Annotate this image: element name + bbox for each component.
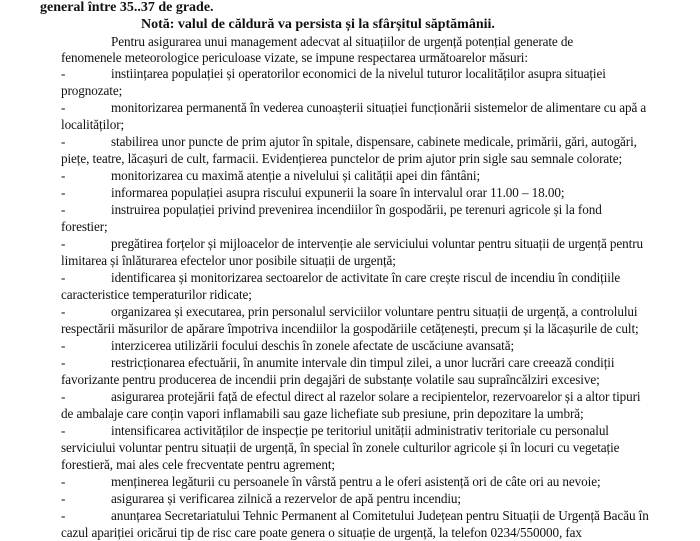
measure-item-line: de ambalaje care conțin vapori inflamabili sau gaze lichefiate sub presiune, prin depozitare la umbră; — [61, 406, 584, 421]
bullet-dash: - — [61, 491, 66, 506]
measure-item-line: localităților; — [61, 117, 125, 132]
measure-item-line: stabilirea unor puncte de prim ajutor în spitale, dispensare, cabinete medicale, primării, gări, autogări, — [111, 134, 637, 149]
intro-paragraph-line: Pentru asigurarea unui management adecvat al situațiilor de urgență potențial generate de — [111, 34, 574, 49]
bullet-dash: - — [61, 236, 66, 251]
bullet-dash: - — [61, 423, 66, 438]
intro-paragraph-line: fenomenele meteorologice periculoase vizate, se impune respectarea următoarelor măsuri: — [61, 50, 528, 65]
bullet-dash: - — [61, 100, 66, 115]
measure-item-line: intensificarea activităților de inspecție pe teritoriul unității administrativ teritoriale cu personalul — [111, 423, 609, 438]
measure-item-line: menținerea legăturii cu persoanele în vârstă pentru a le oferi asistență ori de câte ori au nevoie; — [111, 474, 601, 489]
measure-item-line: monitorizarea cu maximă atenție a nivelului și calității apei din fântâni; — [111, 168, 481, 183]
bullet-dash: - — [61, 474, 66, 489]
measure-item-line: identificarea și monitorizarea sectoarelor de activitate în care crește riscul de incendiu în condițiile — [111, 270, 621, 285]
bullet-dash: - — [61, 338, 66, 353]
measure-item-line: informarea populației asupra riscului expunerii la soare în intervalul orar 11.00 – 18.00; — [111, 185, 565, 200]
measure-item-line: asigurarea protejării față de efectul direct al razelor solare a recipientelor, rezervoarelor și a altor tipuri — [111, 389, 641, 404]
measure-item-line: limitarea și înlăturarea efectelor unor posibile situații de urgență; — [61, 253, 396, 268]
bullet-dash: - — [61, 270, 66, 285]
measure-item-line: restricționarea efectuării, în anumite intervale din timpul zilei, a unor lucrări care creează condiții — [111, 355, 615, 370]
bullet-dash: - — [61, 508, 66, 523]
measure-item-line: serviciului voluntar pentru situații de urgență, în special în zonele culturilor agricole și în locuri cu vegetație — [61, 440, 620, 455]
measure-item-line: anunțarea Secretariatului Tehnic Permanent al Comitetului Județean pentru Situații de Urgență Bacău în — [111, 508, 649, 523]
heading-temperature-line: general între 35..37 de grade. — [40, 0, 214, 15]
measure-item-line: respectării măsurilor de apărare împotriva incendiilor la gospodăriile cetățenești, precum și la lăcașurile de cult; — [61, 321, 639, 336]
heading-note: Notă: valul de căldură va persista și la sfârșitul săptămânii. — [141, 17, 495, 32]
measure-item-line: monitorizarea permanentă în vederea cunoașterii situației funcționării sistemelor de alimentare cu apă a — [111, 100, 647, 115]
measure-item-line: cazul apariției oricărui tip de risc care poate genera o situație de urgență, la telefon 0234/550000, fax — [61, 525, 582, 540]
bullet-dash: - — [61, 168, 66, 183]
bullet-dash: - — [61, 134, 66, 149]
measure-item-line: forestieră, mai ales cele frecventate pentru agrement; — [61, 457, 335, 472]
bullet-dash: - — [61, 185, 66, 200]
bullet-dash: - — [61, 304, 66, 319]
measure-item-line: organizarea și executarea, prin personalul serviciilor voluntare pentru situații de urgență, a controlului — [111, 304, 638, 319]
bullet-dash: - — [61, 202, 66, 217]
measure-item-line: interzicerea utilizării focului deschis în zonele afectate de uscăciune avansată; — [111, 338, 515, 353]
measure-item-line: instiințarea populației și operatorilor economici de la nivelul tuturor localităților asupra situației — [111, 66, 606, 81]
measure-item-line: forestier; — [61, 219, 108, 234]
measure-item-line: piețe, teatre, lăcașuri de cult, farmacii. Evidențierea punctelor de prim ajutor prin sigle sau semnale colorate; — [61, 151, 623, 166]
bullet-dash: - — [61, 355, 66, 370]
measure-item-line: pregătirea forțelor și mijloacelor de intervenție ale serviciului voluntar pentru situații de urgență pentru — [111, 236, 644, 251]
measure-item-line: asigurarea și verificarea zilnică a rezervelor de apă pentru incendiu; — [111, 491, 461, 506]
measure-item-line: prognozate; — [61, 83, 123, 98]
bullet-dash: - — [61, 66, 66, 81]
measure-item-line: caracteristice temperaturilor ridicate; — [61, 287, 252, 302]
measure-item-line: instruirea populației privind prevenirea incendiilor în gospodării, pe terenuri agricole și la fond — [111, 202, 602, 217]
bullet-dash: - — [61, 389, 66, 404]
measure-item-line: favorizante pentru producerea de incendii prin degajări de substanțe volatile sau supraîncălziri excesive; — [61, 372, 600, 387]
